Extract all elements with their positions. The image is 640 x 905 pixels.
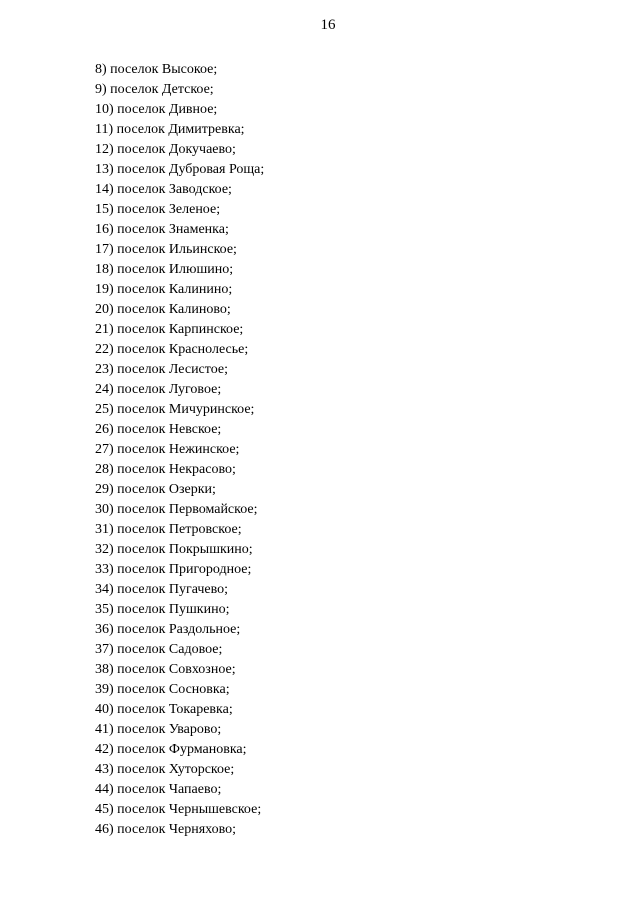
list-item: 11) поселок Димитревка; [95, 122, 245, 137]
list-item: 36) поселок Раздольное; [95, 622, 241, 637]
list-item: 33) поселок Пригородное; [95, 562, 252, 577]
list-item: 14) поселок Заводское; [95, 182, 232, 197]
list-item: 41) поселок Уварово; [95, 722, 222, 737]
page-number: 16 [320, 17, 336, 33]
list-item: 20) поселок Калиново; [95, 302, 231, 317]
list-item: 46) поселок Черняхово; [95, 822, 237, 837]
list-item: 10) поселок Дивное; [95, 102, 218, 117]
list-item: 43) поселок Хуторское; [95, 762, 235, 777]
list-item: 22) поселок Краснолесье; [95, 342, 249, 357]
list-item: 35) поселок Пушкино; [95, 602, 230, 617]
list-item: 18) поселок Илюшино; [95, 262, 234, 277]
list-item: 17) поселок Ильинское; [95, 242, 237, 257]
list-item: 8) поселок Высокое; [95, 62, 218, 77]
list-item: 9) поселок Детское; [95, 82, 214, 97]
settlement-list [95, 60, 264, 840]
list-item: 42) поселок Фурмановка; [95, 742, 247, 757]
list-item: 44) поселок Чапаево; [95, 782, 222, 797]
list-item: 31) поселок Петровское; [95, 522, 242, 537]
list-item: 27) поселок Нежинское; [95, 442, 240, 457]
list-item: 23) поселок Лесистое; [95, 362, 228, 377]
list-item: 25) поселок Мичуринское; [95, 402, 255, 417]
list-item: 12) поселок Докучаево; [95, 142, 236, 157]
list-item: 21) поселок Карпинское; [95, 322, 244, 337]
list-item: 30) поселок Первомайское; [95, 502, 258, 517]
list-item: 28) поселок Некрасово; [95, 462, 236, 477]
list-item: 32) поселок Покрышкино; [95, 542, 253, 557]
list-item: 37) поселок Садовое; [95, 642, 223, 657]
list-item: 39) поселок Сосновка; [95, 682, 230, 697]
list-item: 16) поселок Знаменка; [95, 222, 229, 237]
list-item: 19) поселок Калинино; [95, 282, 233, 297]
list-item: 29) поселок Озерки; [95, 482, 216, 497]
list-item: 34) поселок Пугачево; [95, 582, 229, 597]
list-item: 15) поселок Зеленое; [95, 202, 221, 217]
list-item: 45) поселок Чернышевское; [95, 802, 262, 817]
list-item: 26) поселок Невское; [95, 422, 222, 437]
list-item: 24) поселок Луговое; [95, 382, 222, 397]
list-item: 13) поселок Дубровая Роща; [95, 162, 265, 177]
list-item: 38) поселок Совхозное; [95, 662, 236, 677]
list-item: 40) поселок Токаревка; [95, 702, 233, 717]
